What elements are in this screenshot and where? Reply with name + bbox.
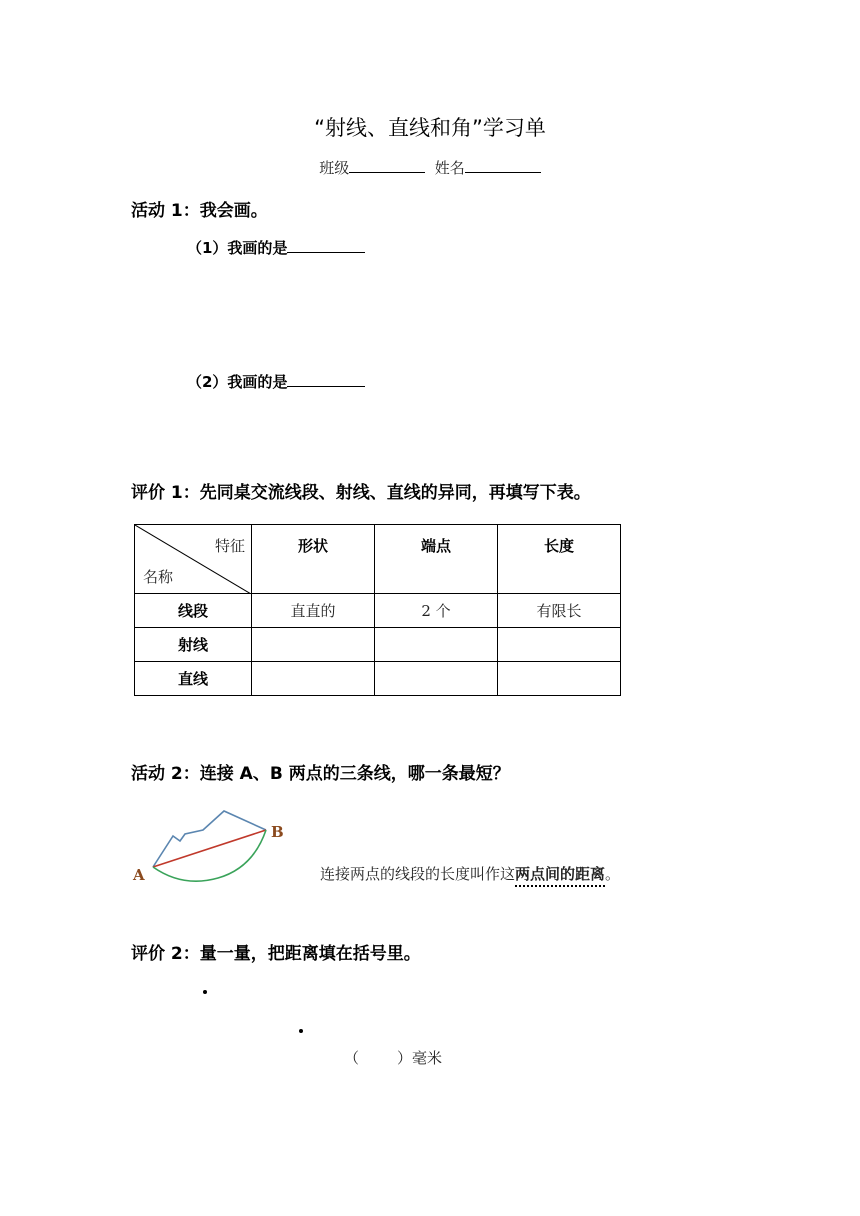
row-name-line: 直线: [135, 662, 252, 696]
definition-suffix: 。: [605, 865, 621, 883]
table-row: [135, 662, 621, 696]
definition-prefix: 连接两点的线段的长度叫作这: [320, 865, 516, 883]
column-header-endpoints: 端点: [375, 525, 498, 594]
cell-segment-endpoints: 2 个: [375, 594, 498, 628]
cell-ray-length[interactable]: [498, 628, 621, 662]
activity1-item1: [187, 237, 365, 258]
class-blank[interactable]: [349, 158, 425, 173]
table-corner-cell: [135, 525, 252, 594]
paren-close: ）: [397, 1049, 413, 1067]
activity1-item2-label: （2）我画的是: [187, 373, 288, 391]
class-label: 班级: [319, 159, 350, 177]
cell-ray-endpoints[interactable]: [375, 628, 498, 662]
page-title: “射线、直线和角”学习单: [314, 116, 546, 140]
cell-segment-shape: 直直的: [252, 594, 375, 628]
straight-segment-ab: [153, 830, 266, 867]
table-row: [135, 628, 621, 662]
arc-path: [153, 830, 266, 881]
cell-line-endpoints[interactable]: [375, 662, 498, 696]
unit-label: 毫米: [412, 1049, 443, 1067]
activity1-item2-blank[interactable]: [287, 372, 365, 387]
answer-line: [344, 1047, 442, 1068]
point-b-label: B: [271, 823, 284, 841]
paren-open: （: [344, 1049, 360, 1067]
table-row: [135, 594, 621, 628]
comparison-table: [134, 524, 621, 696]
diag-bottom-label: 名称: [143, 568, 174, 586]
point-1: [203, 990, 207, 994]
activity1-item1-label: （1）我画的是: [187, 239, 288, 257]
eval1-heading: 评价 1：先同桌交流线段、射线、直线的异同，再填写下表。: [131, 483, 591, 503]
row-name-segment: 线段: [135, 594, 252, 628]
point-2: [299, 1029, 303, 1033]
ab-lines-figure: [128, 808, 298, 888]
cell-segment-length: 有限长: [498, 594, 621, 628]
activity1-item2: [187, 371, 365, 392]
distance-definition: [320, 863, 620, 884]
point-a-label: A: [133, 866, 145, 884]
activity1-item1-blank[interactable]: [287, 238, 365, 253]
eval2-heading: 评价 2：量一量，把距离填在括号里。: [131, 944, 421, 964]
column-header-shape: 形状: [252, 525, 375, 594]
row-name-ray: 射线: [135, 628, 252, 662]
cell-line-length[interactable]: [498, 662, 621, 696]
student-info: [0, 157, 860, 178]
activity1-heading: 活动 1：我会画。: [131, 201, 268, 221]
column-header-length: 长度: [498, 525, 621, 594]
activity2-heading: 活动 2：连接 A、B 两点的三条线，哪一条最短？: [131, 764, 510, 784]
cell-line-shape[interactable]: [252, 662, 375, 696]
name-blank[interactable]: [465, 158, 541, 173]
diag-top-label: 特征: [214, 537, 245, 555]
cell-ray-shape[interactable]: [252, 628, 375, 662]
definition-emphasis: 两点间的距离: [515, 865, 605, 887]
name-label: 姓名: [434, 159, 465, 177]
